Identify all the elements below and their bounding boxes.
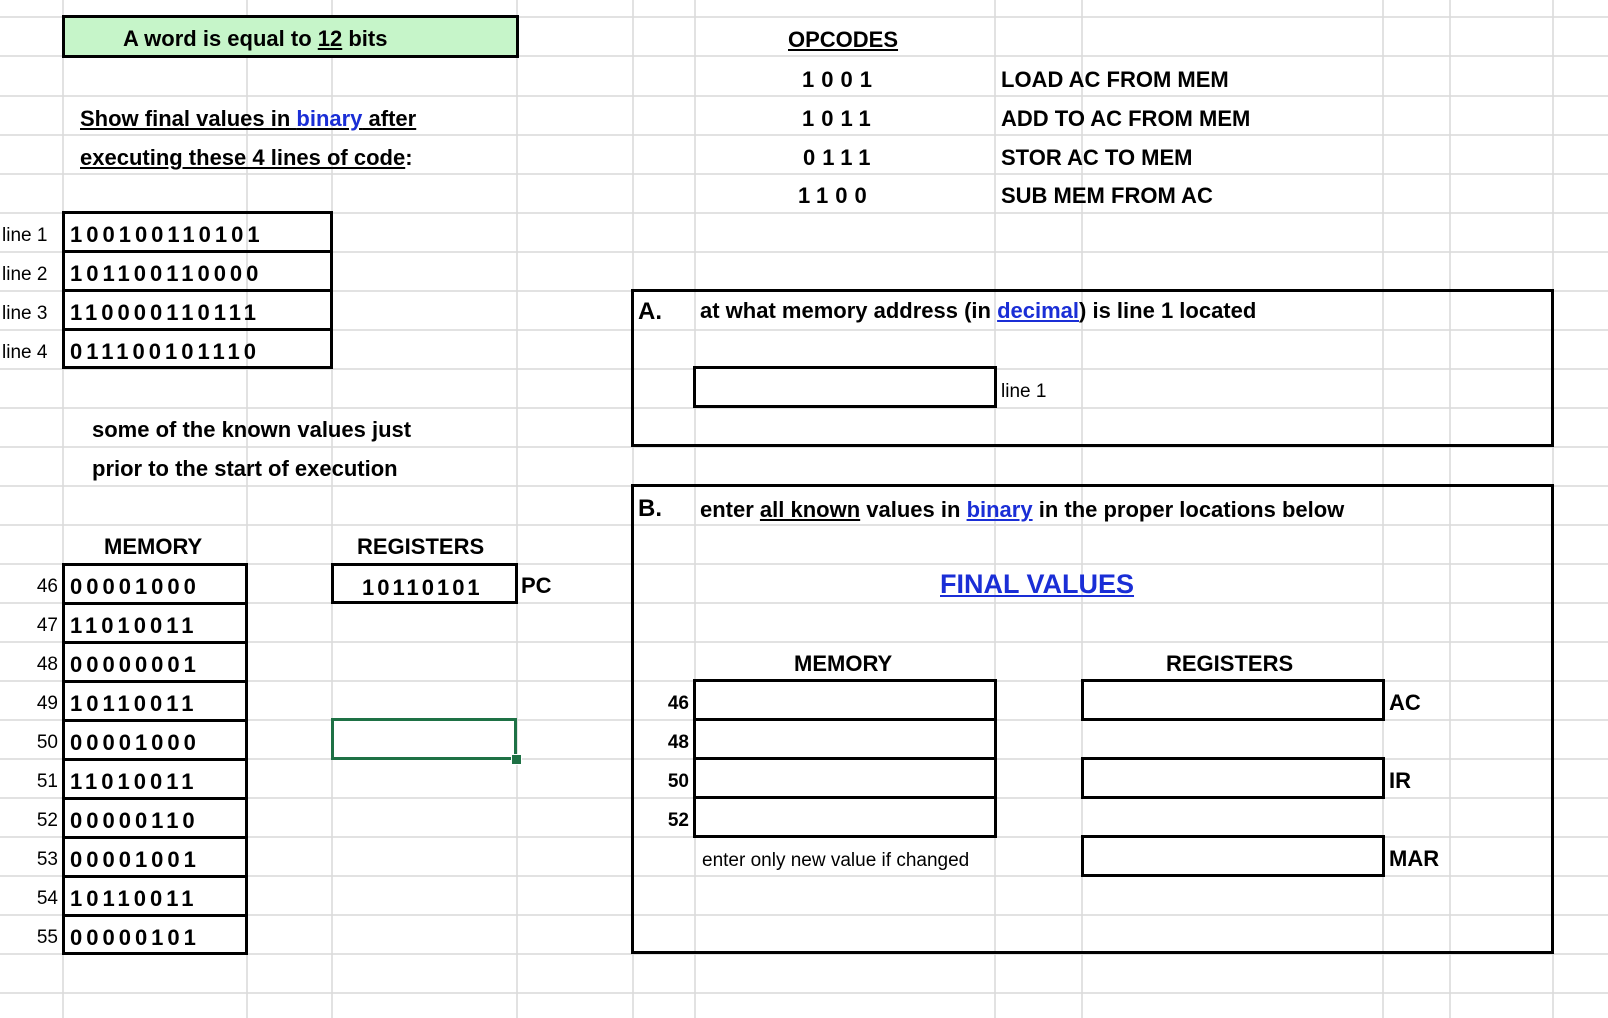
known-values-text-1: some of the known values just [92, 417, 412, 442]
final-mar-input[interactable] [1081, 835, 1385, 877]
instruction-line-2: executing these 4 lines of code: [80, 145, 413, 170]
memory-value[interactable]: 10110011 [70, 886, 198, 911]
final-memory-50-input[interactable] [693, 757, 997, 799]
ir-label: IR [1389, 768, 1411, 793]
binary-link-b[interactable]: binary [966, 497, 1033, 522]
final-ir-input[interactable] [1081, 757, 1385, 799]
final-values-title: FINAL VALUES [940, 569, 1135, 599]
pc-register-cell[interactable] [331, 563, 518, 604]
final-memory-address: 50 [667, 771, 689, 792]
final-memory-address: 48 [667, 732, 689, 753]
memory-value[interactable]: 10110011 [70, 691, 198, 716]
final-memory-46-input[interactable] [693, 679, 997, 721]
section-b-question: enter all known values in binary in the proper locations below [700, 497, 1345, 522]
memory-value[interactable]: 00000001 [70, 652, 200, 677]
memory-value[interactable]: 00001000 [70, 574, 200, 599]
mar-label: MAR [1389, 846, 1440, 871]
opcodes-header: OPCODES [788, 27, 899, 52]
memory-address: 46 [36, 576, 58, 597]
memory-value[interactable]: 11010011 [70, 769, 198, 794]
opcode-code: 1100 [798, 183, 874, 208]
memory-value[interactable]: 00000101 [70, 925, 200, 950]
final-registers-header: REGISTERS [1166, 651, 1294, 676]
code-line-label: line 2 [2, 264, 48, 285]
line1-address-input[interactable] [693, 366, 997, 408]
memory-address: 53 [36, 849, 58, 870]
ac-label: AC [1389, 690, 1421, 715]
memory-address: 49 [36, 693, 58, 714]
section-a-letter: A. [638, 298, 662, 325]
changed-note: enter only new value if changed [702, 850, 970, 871]
memory-address: 50 [36, 732, 58, 753]
memory-address: 52 [36, 810, 58, 831]
selected-cell[interactable] [331, 718, 517, 760]
memory-address: 55 [36, 927, 58, 948]
line1-answer-label: line 1 [1001, 381, 1047, 402]
opcode-code: 1001 [802, 67, 879, 92]
final-memory-address: 52 [667, 810, 689, 831]
decimal-link[interactable]: decimal [997, 298, 1080, 323]
fill-handle[interactable] [511, 754, 522, 765]
final-ac-input[interactable] [1081, 679, 1385, 721]
binary-link[interactable]: binary [296, 106, 363, 131]
code-line-value[interactable]: 110000110111 [70, 300, 260, 325]
final-memory-48-input[interactable] [693, 718, 997, 760]
opcode-description: ADD TO AC FROM MEM [1001, 106, 1251, 131]
code-line-label: line 4 [2, 342, 48, 363]
memory-address: 48 [36, 654, 58, 675]
memory-value[interactable]: 00001000 [70, 730, 200, 755]
memory-address: 51 [36, 771, 58, 792]
pc-value: 10110101 [362, 575, 483, 600]
registers-header: REGISTERS [357, 534, 485, 559]
opcode-code: 1011 [802, 106, 878, 131]
final-memory-header: MEMORY [794, 651, 893, 676]
opcode-code: 0111 [803, 145, 878, 170]
final-memory-address: 46 [667, 693, 689, 714]
section-a-question: at what memory address (in decimal) is line 1 located [700, 298, 1257, 323]
pc-label: PC [521, 573, 552, 598]
memory-address: 47 [36, 615, 58, 636]
code-line-value[interactable]: 011100101110 [70, 339, 260, 364]
word-size-banner [62, 15, 519, 58]
known-values-text-2: prior to the start of execution [92, 456, 398, 481]
memory-value[interactable]: 11010011 [70, 613, 198, 638]
code-line-value[interactable]: 101100110000 [70, 261, 263, 286]
opcode-description: LOAD AC FROM MEM [1001, 67, 1229, 92]
opcode-description: STOR AC TO MEM [1001, 145, 1193, 170]
instruction-line-1: Show final values in binary after [80, 106, 417, 131]
section-b-letter: B. [638, 495, 662, 522]
memory-address: 54 [36, 888, 58, 909]
memory-value[interactable]: 00000110 [70, 808, 199, 833]
final-memory-52-input[interactable] [693, 796, 997, 838]
word-size-text: A word is equal to 12 bits [123, 26, 388, 51]
memory-header: MEMORY [104, 534, 203, 559]
code-line-label: line 1 [2, 225, 48, 246]
code-line-label: line 3 [2, 303, 48, 324]
code-line-value[interactable]: 100100110101 [70, 222, 264, 247]
opcode-description: SUB MEM FROM AC [1001, 183, 1213, 208]
memory-value[interactable]: 00001001 [70, 847, 200, 872]
